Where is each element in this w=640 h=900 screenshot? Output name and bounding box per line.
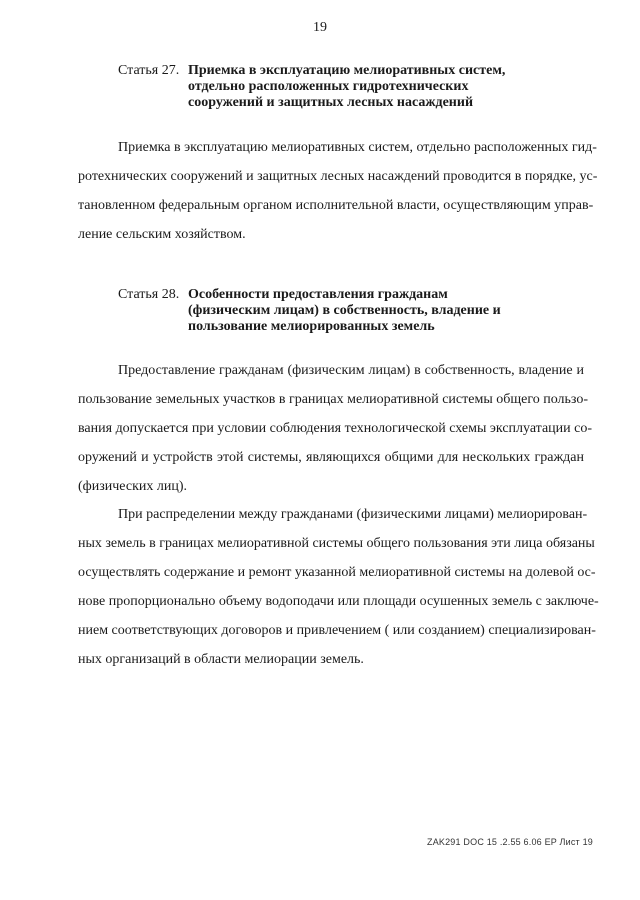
paragraph-line: ных земель в границах мелиоративной системы общего пользования эти лица обязаны — [78, 536, 595, 551]
article-28-title-line: пользование мелиорированных земель — [188, 319, 435, 334]
paragraph-line: ротехнических сооружений и защитных лесных насаждений проводится в порядке, ус- — [78, 169, 598, 184]
article-28-title — [188, 287, 501, 335]
paragraph-line: пользование земельных участков в границах мелиоративной системы общего пользо- — [78, 392, 589, 407]
paragraph-line: (физических лиц). — [78, 479, 187, 494]
document-footer: ZAK291 DOC 15 .2.55 6.06 EP Лист 19 — [427, 837, 593, 847]
paragraph-line: нове пропорционально объему водоподачи или площади осушенных земель с заключе- — [78, 594, 599, 609]
page-number: 19 — [313, 20, 327, 35]
paragraph-line: тановленном федеральным органом исполнительной власти, осуществляющим управ- — [78, 198, 594, 213]
article-28-title-line: (физическим лицам) в собственность, владение и — [188, 303, 501, 318]
paragraph-line: вания допускается при условии соблюдения технологической схемы эксплуатации со- — [78, 421, 593, 436]
paragraph-line: осуществлять содержание и ремонт указанной мелиоративной системы на долевой ос- — [78, 565, 596, 580]
article-28-title-line: Особенности предоставления гражданам — [188, 287, 448, 302]
paragraph-line: Предоставление гражданам (физическим лицам) в собственность, владение и — [118, 363, 584, 378]
paragraph-line: ных организаций в области мелиорации земель. — [78, 652, 364, 667]
article-27-number: Статья 27. — [118, 63, 180, 78]
article-28-number: Статья 28. — [118, 287, 180, 302]
article-27-title-line: сооружений и защитных лесных насаждений — [188, 95, 474, 110]
article-27-title — [188, 63, 505, 111]
paragraph-line: При распределении между гражданами (физическими лицами) мелиорирован- — [118, 507, 588, 522]
article-27-title-line: отдельно расположенных гидротехнических — [188, 79, 469, 94]
paragraph-line: оружений и устройств этой системы, являющихся общими для нескольких граждан — [78, 450, 584, 465]
paragraph-line: Приемка в эксплуатацию мелиоративных систем, отдельно расположенных гид- — [118, 140, 597, 155]
paragraph-line: нием соответствующих договоров и привлечением ( или созданием) специализирован- — [78, 623, 596, 638]
article-27-title-line: Приемка в эксплуатацию мелиоративных систем, — [188, 63, 506, 78]
paragraph-line: ление сельским хозяйством. — [78, 227, 246, 242]
